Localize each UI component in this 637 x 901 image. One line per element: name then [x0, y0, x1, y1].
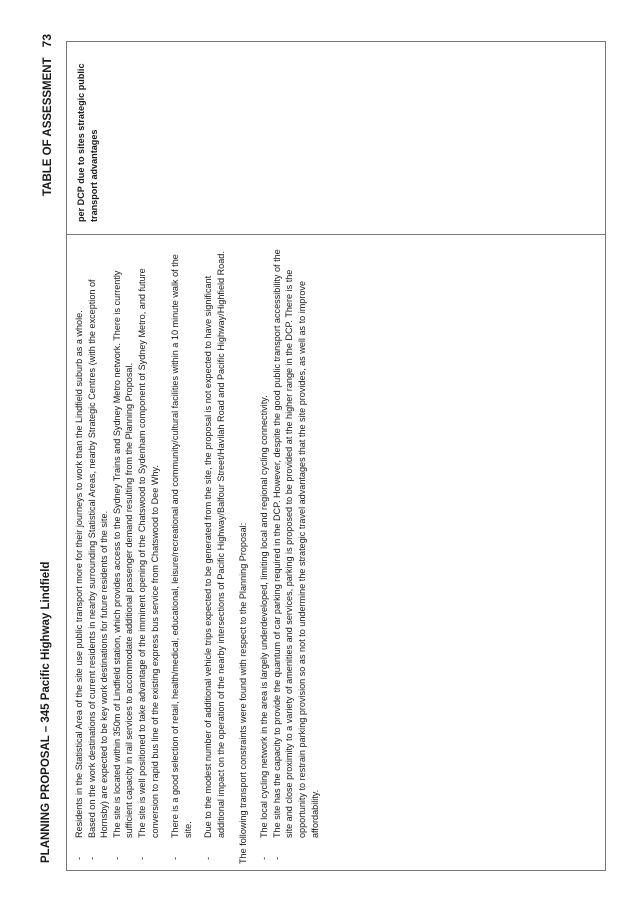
- list-item: - The site is well positioned to take advantage of the imminent opening of the Chatswood to Sydenham component of Sydney Metro, and future conversion to rapid bus line of the existing express bus service from Chatswood to Dee Why.: [136, 241, 161, 864]
- section-title: TABLE OF ASSESSMENT: [42, 57, 54, 197]
- bullet-list-group1: [73, 241, 161, 864]
- page-number: 73: [40, 34, 54, 48]
- assessment-table: [66, 41, 606, 871]
- side-note: per DCP due to sites strategic public transport advantages: [76, 63, 99, 222]
- section-title-group: [40, 34, 54, 196]
- list-item: - The site is located within 350m of Lindfield station, which provides access to the Sydney Trains and Sydney Metro network. There is currently sufficient capacity in rail services to accommodate additional passenger demand resulting from the Planning Proposal.: [111, 241, 136, 864]
- bullet-list-group4: [258, 241, 321, 864]
- list-item: - Due to the modest number of additional vehicle trips expected to be generated from the site, the proposal is not expected to have significant additional impact on the operation of the nearby intersections of Pacific Highway/Balfour Street/Havilah Road and Pacific Highway/Highfield Road.: [202, 241, 227, 864]
- bullet-list-group3: [202, 241, 227, 864]
- page-header: [0, 0, 66, 901]
- assessment-side-column: [67, 42, 605, 234]
- list-item: - Residents in the Statistical Area of the site use public transport more for their journeys to work than the Lindfield suburb as a whole.: [73, 241, 86, 864]
- constraints-intro: The following transport constraints were found with respect to the Planning Proposal:: [237, 522, 248, 864]
- list-item: - Based on the work destinations of current residents in nearby surrounding Statistical Areas, nearby Strategic Centres (with the exception of Hornsby) are expected to be key work destinations for future residents of the site.: [86, 241, 111, 864]
- assessment-text-column: [67, 234, 605, 870]
- bullet-list-group2: [169, 241, 194, 864]
- list-item: - The site has the capacity to provide the quantum of car parking required in the DCP. However, despite the good public transport accessibility of the site and close proximity to a variety of amenities and services, parking is proposed to be provided at the higher range in the DCP. There is the opportunity to restrain parking provision so as not to undermine the strategic travel advantages that the site provides, as well as to improve affordability.: [271, 241, 321, 864]
- list-item: - There is a good selection of retail, health/medical, educational, leisure/recreational and community/cultural facilities within a 10 minute walk of the site.: [169, 241, 194, 864]
- list-item: - The local cycling network in the area is largely underdeveloped, limiting local and regional cycling connectivity.: [258, 241, 271, 864]
- document-title: PLANNING PROPOSAL – 345 Pacific Highway Lindfield: [40, 561, 52, 863]
